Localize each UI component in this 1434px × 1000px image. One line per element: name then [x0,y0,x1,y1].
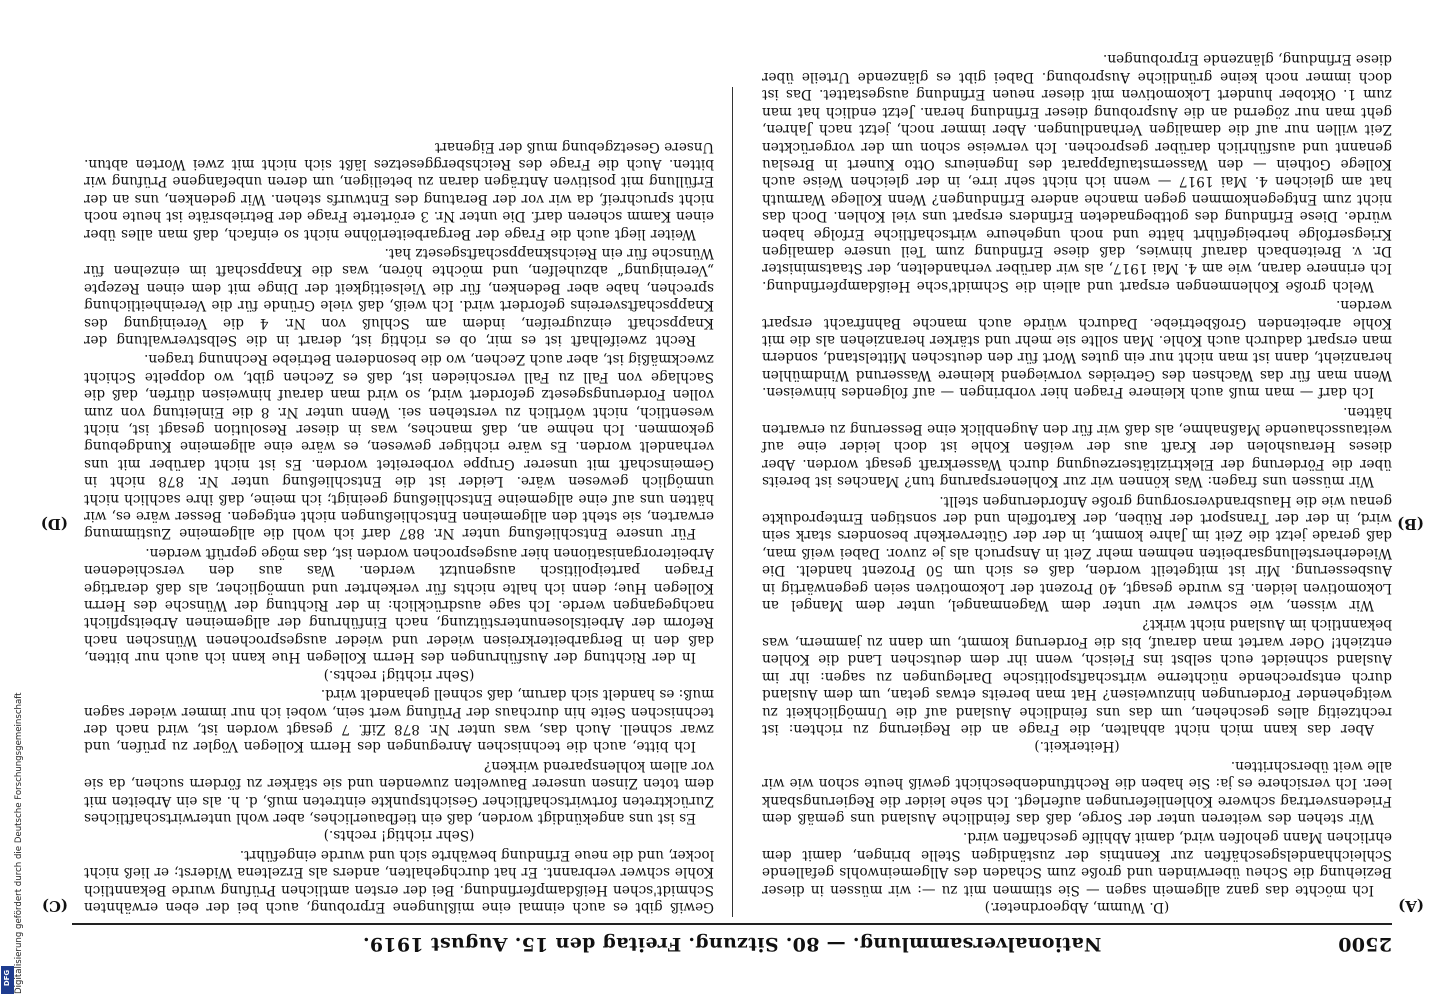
digitization-footer [2,330,24,1000]
paragraph: Recht zweifelhaft ist es mir, ob es richtig ist, derart in die Selbstverwaltung der Knappschaft einzugreifen, indem am Schluß von Nr. 4 die Vereinigung des Knappschaftsvereins gefordert wird. Ich weiß, daß viele Gründe für die Vereinheitlichung sprechen, habe aber Bedenken, für die Vielseitigkeit der Dinge mit dem einen Rezepte „Vereinigung“ abzuhelfen, und möchte hören, was die Knappschaft im einzelnen für Wünsche für ein Reichsknappschaftsgesetz hat. [84,244,714,348]
dfg-logo [1,966,14,994]
interjection: (Sehr richtig! rechts.) [323,827,475,844]
paragraph: In der Richtung der Ausführungen des Herrn Kollegen Hue kann ich auch nur bitten, daß den in Bergarbeiterkreisen wieder und wieder ausgesprochenen Wünschen nach Reform der Arbeitslosenunterstützung, nach Einführung der allgemeinen Arbeitspflicht nachgegangen werde. Ich sage ausdrücklich: in der Richtung der Wünsche des Herrn Kollegen Hue; denn ich halte nichts für verkehrter und unmöglicher, als daß derartige Fragen parteipolitisch ausgenutzt werden. Was aus den verschiedenen Arbeiterorganisationen hier ausgesprochen worden ist, das möge geprüft werden. [84,544,714,666]
header-rule [72,923,1392,925]
margin-marker-b: (B) [1397,515,1424,533]
paragraph: Wir stehen des weiteren unter der Sorge, daß das feindliche Ausland uns gemäß dem Friedensvertrag schwere Kohlenlieferungen auferlegt. Ich sehe leider die Regierungsbank leer. Ich versichere es ja: Sie haben die Rechtfundenbeschicht gewiß heute schon wie wir alle weit überschritten. [762,757,1392,826]
paragraph: Welch große Kohlenmengen erspart und allein die Schmidt'sche Heißdampferfindung. Ich erinnere daran, wie am 4. Mai 1917, als wir darüber verhandelten, der Staatsminister Dr. v. Breitenbach darauf hinwies, daß diese Erfindung zum Teil unsere damaligen Kriegserfolge herbeigeführt hätte und noch ungeheure wirtschaftliche Erfolge haben würde. Diese Erfindung des gottbegnadeten Erfinders erspart uns viel Kohlen. Doch das nicht zum Entgegenkommen gegen manche andere Erfindungen? Wenn Kollege Warmuth hat am gleichen 4. Mai 1917 — wenn ich nicht sehr irre, in der gleichen Weise auch Kollege Gothein — den Wassernstaufapparat des Ingenieurs Otto Kunert in Breslau genannt und ausführlich darüber gesprochen. Ich verweise schon um der vorgerückten Zeit willen nur auf die damaligen Verhandlungen. Aber immer noch, jetzt nach Jahren, geht man nur zögernd an die Ausprobung dieser Erfindung heran. Jetzt endlich hat man zum 1. Oktober hundert Lokomotiven mit dieser neuen Erfindung ausgestattet. Das ist doch immer noch keine gründliche Ausprobung. Dabei gibt es glänzende Urteile über diese Erfindung, glänzende Erprobungen. [762,51,1392,294]
interjection: (Sehr richtig! rechts.) [323,666,475,683]
left-column [762,51,1392,915]
paragraph: Weiter liegt auch die Frage der Bergarbeiterlöhne nicht so einfach, daß man alles über einen Kamm scheren darf. Die unter Nr. 3 erörterte Frage der Betriebsräte ist heute noch nicht spruchreif, da wir vor der Beratung des Entwurfs stehen. Wir gedenken, uns an der Erfüllung mit positiven Anträgen daran zu beteiligen, um deren unbefangene Prüfung wir bitten. Auch die Frage des Reichsberggesetzes läßt sich nicht mit zwei Worten abtun. Unsere Gesetzgebung muß der Eigenart [84,138,714,242]
margin-marker-a: (A) [1398,897,1424,915]
paragraph: Aber das kann mich nicht abhalten, die Frage an die Regierung zu richten: ist rechtzeitig alles geschehen, um das uns feindliche Ausland auf die Unmöglichkeit zu weitgehender Forderungen hinzuweisen? Hat man bereits etwas getan, um dem Ausland durch entsprechende nüchterne wirtschaftspolitische Darlegungen zu sagen: ihr im Ausland schneidet euch selbst ins Fleisch, wenn ihr dem deutschen Land die Kohlen entzieht! Oder wartet man darauf, bis die Forderung kommt, um dann zu jammern, was bekanntlich im Ausland nicht wirkt? [762,616,1392,737]
page-title: Nationalversammlung. — 80. Sitzung. Freitag den 15. August 1919. [362,933,1102,955]
paragraph: Gewiß gibt es auch einmal eine mißlungene Erprobung, auch bei der eben erwähnten Schmidt'schen Heißdampferfindung. Bei der ersten amtlichen Prüfung wurde Bekanntlich Kohle schwer verbrannt. Er hat durchgehalten, anders als Erzeltena Widerst; er ließ nicht locker, und die neue Erfindung bewährte sich und wurde eingeführt. [84,846,714,915]
paragraph: Ich bitte, auch die technischen Anregungen des Herrn Kollegen Vögler zu prüfen, und zwar schnell. Auch das, was unter Nr. 878 Ziff. 7 gesagt worden ist, wird nach der technischen Seite hin durchaus der Prüfung wert sein, wobei ich nur immer wieder sagen muß: es handelt sich darum, daß schnell gehandelt wird. [84,686,714,755]
margin-marker-c: (C) [41,897,68,915]
document-page [40,51,1424,955]
paragraph: Für unsere Entschließung unter Nr. 887 darf ich wohl die allgemeine Zustimmung erwarten, sie steht den allgemeinen Entschließungen nicht entgegen. Besser wäre es, wir hätten uns auf eine allgemeine Entschließung geeinigt; ich meine, daß ihre sachlich nicht unmöglich gewesen wäre. Leider ist die Entschließung unter Nr. 878 nicht in Gemeinschaft mit unserer Gruppe vorbereitet worden. Es ist nicht darüber mit uns verhandelt worden. Es wäre richtiger gewesen, es wäre eine allgemeine Kundgebung gekommen. Ich nehme an, daß manches, was in dieser Resolution gesagt ist, nicht wesentlich, nicht wörtlich zu verstehen sei. Wenn unter Nr. 8 die Einleitung von zum vollen Forderungsgesetz gefordert wird, so wird man darauf hinweisen dürfen, daß die Sachlage von Fall zu Fall verschieden ist, daß es Zechen gibt, wo doppelte Schicht zweckmäßig ist, aber auch Zechen, wo die besonderen Betriebe Rechnung tragen. [84,351,714,542]
speaker-line: (D. Wumm, Abgeordneter.) [984,899,1170,915]
interjection: (Heiterkeit.) [1034,738,1120,755]
paragraph: Ich möchte das ganz allgemein sagen — Sie stimmen mit zu —: wir müssen in dieser Beziehung die Scheu überwinden und große zum Schaden des Allgemeinwohls gefallende Schleichhandelsgeschäften zur Kenntnis der zuständigen Stelle bringen, damit dem ehrlichen Mann geholfen wird, damit Abhilfe geschaffen wird. [762,829,1392,898]
paragraph: Es ist uns angekündigt worden, daß ein tiefbauerliches, aber wohl unterwirtschaftliches Zurücktreten fortwirtschaftlicher Gesichtspunkte eintreten muß, d. h. als ein Arbeiten mit dem toten Zinsen unserer Bauwelten zuwenden und sie stärker zu fördern suchen, da sie vor allem kohlensparend wirken? [84,757,714,826]
paragraph: Wir wissen, wie schwer wir unter dem Wagenmangel, unter dem Mangel an Lokomotiven leiden. Es wurde gesagt, 40 Prozent der Lokomotiven seien gegenwärtig in Ausbesserung. Mir ist mitgeteilt worden, daß es sich um 50 Prozent handelt. Die Wiederherstellungsarbeiten nehmen mehr Zeit in Anspruch als je zuvor. Dabei weiß man, daß gerade jetzt die Zeit im Jahre kommt, in der der Güterverkehr besonders stark sein wird, in der der Transport der Rüben, der Kartoffeln und der sonstigen Ernteprodukte genau wie die Hausbrandversorgung große Anforderungen stellt. [762,492,1392,614]
page-number: 2500 [1337,933,1392,955]
paragraph: Ich darf — man muß auch kleinere Fragen hier vorbringen — auf folgendes hinweisen. Wenn man für das Wachsen des Getreides vorwiegend kleinere Wasserund Windmühlen heranzieht, dann ist man nicht nur ein gutes Wort für den deutschen Mittelstand, sondern man erspart dadurch auch Kohle. Man sollte sie mehr und stärker heranziehen als die mit Kohle arbeitenden Großbetriebe. Dadurch würde auch manche Bahnfracht erspart werden. [762,297,1392,401]
page-header [72,925,1392,955]
margin-marker-d: (D) [40,515,68,533]
footer-credit: Digitalisierung gefördert durch die Deutsche Forschungsgemeinschaft [14,692,24,994]
column-divider [732,87,733,917]
dfg-logo-text: DFG [3,969,11,987]
right-column [84,85,714,915]
paragraph: Wir müssen uns fragen: Was können wir zur Kohlenersparung tun? Manches ist bereits über die Förderung der Elektrizitätserzeugung durch Wasserkraft gesagt worden. Aber dieses Herausholen der Kraft aus der weißen Kohle ist doch leider eine auf weitausschauende Maßnahme, als daß wir für den Augenblick eine Besserung zu erwarten hätten. [762,403,1392,490]
